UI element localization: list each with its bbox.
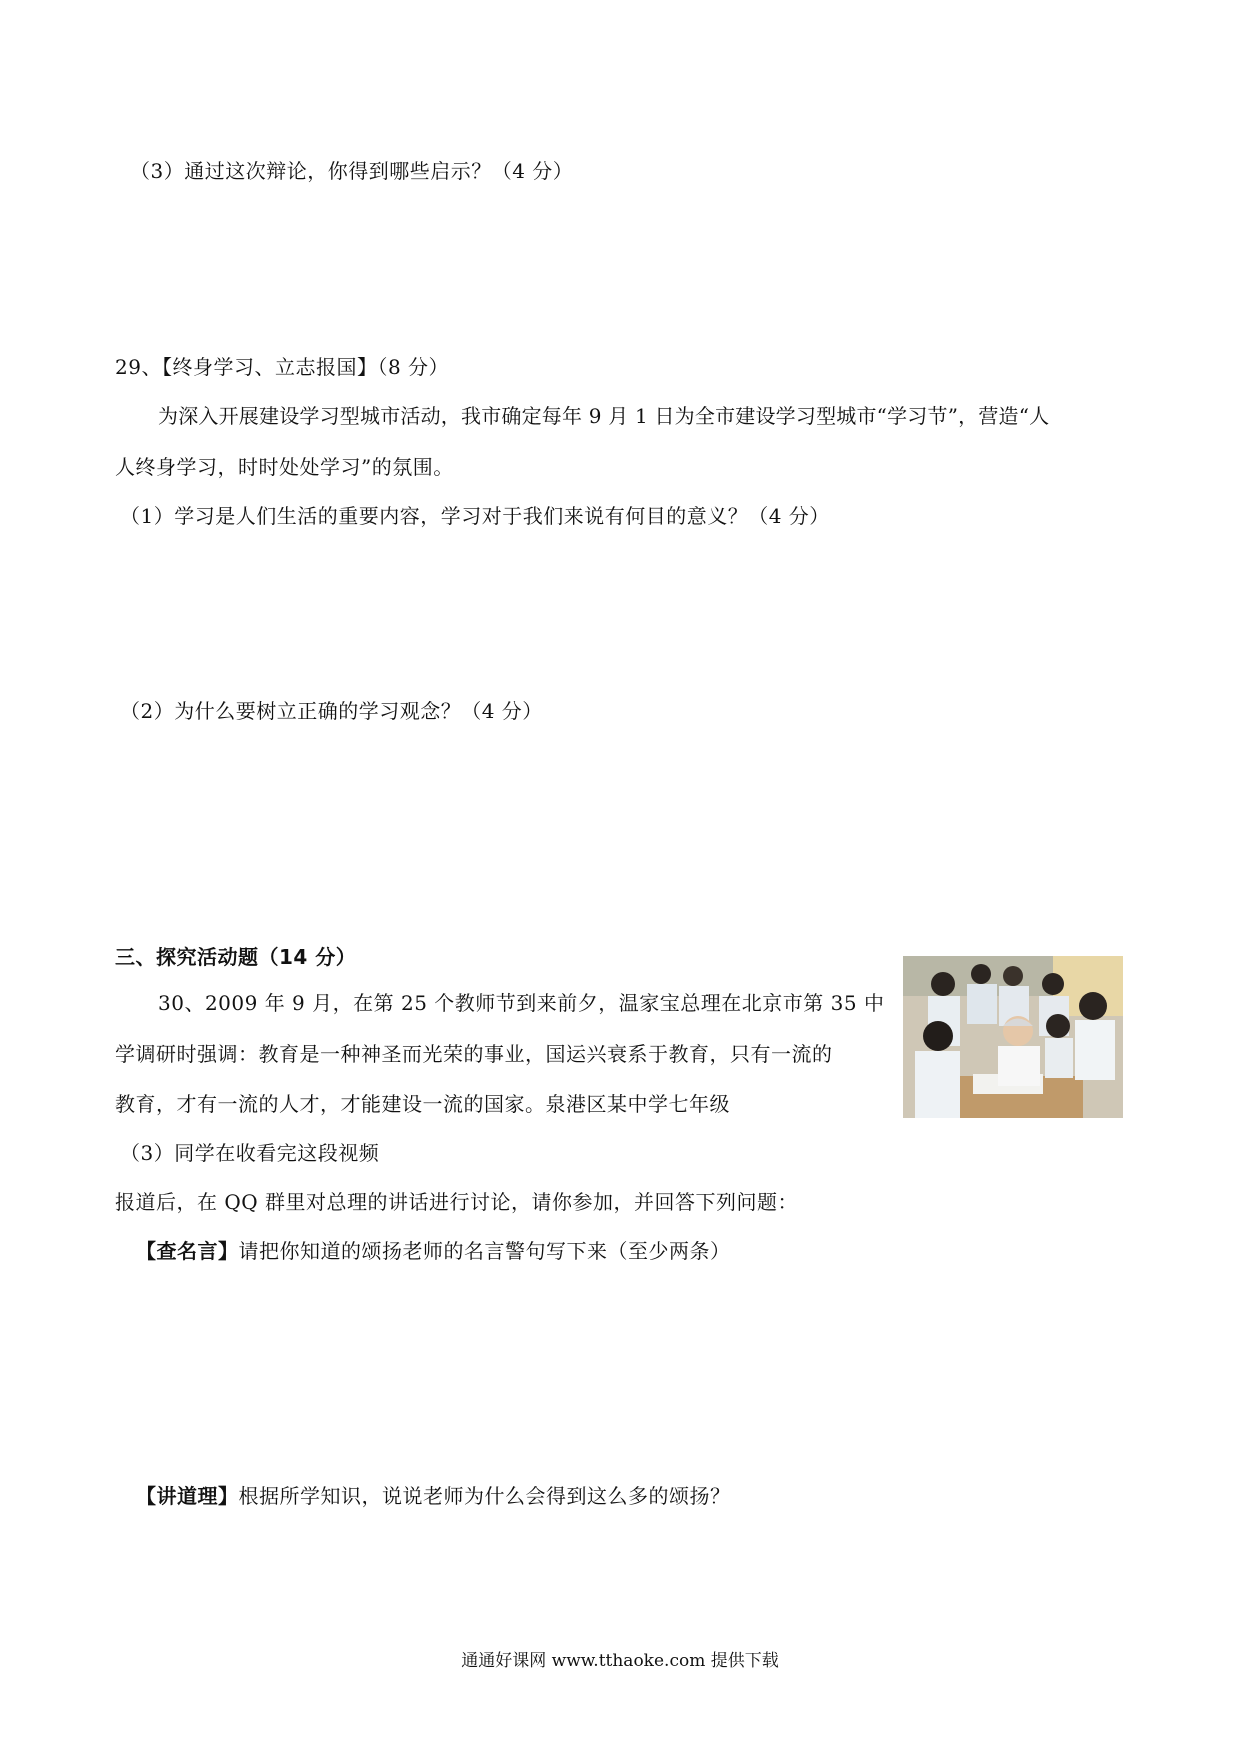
- q30-line2: 学调研时强调：教育是一种神圣而光荣的事业，国运兴衰系于教育，只有一流的: [115, 1042, 833, 1066]
- q28-sub3: （3）通过这次辩论，你得到哪些启示？（4 分）: [130, 159, 574, 183]
- q29-intro-line1: 为深入开展建设学习型城市活动，我市确定每年 9 月 1 日为全市建设学习型城市“学习节”，营造“人: [158, 404, 1050, 428]
- q29-intro-line2: 人终身学习，时时处处学习”的氛围。: [115, 455, 454, 479]
- q30-task2-text: 根据所学知识，说说老师为什么会得到这么多的颂扬？: [238, 1484, 731, 1508]
- footer-credit: 通通好课网 www.tthaoke.com 提供下载: [461, 1651, 779, 1671]
- q29-sub1: （1）学习是人们生活的重要内容，学习对于我们来说有何目的意义？（4 分）: [120, 504, 830, 528]
- q30-task2: [136, 1483, 731, 1509]
- section3-title: 三、探究活动题（14 分）: [115, 945, 357, 969]
- q30-task1-tag: 【查名言】: [136, 1239, 239, 1263]
- q30-line5: 报道后，在 QQ 群里对总理的讲话进行讨论，请你参加，并回答下列问题：: [115, 1190, 799, 1214]
- q30-line1: 30、2009 年 9 月，在第 25 个教师节到来前夕，温家宝总理在北京市第 35 中: [158, 991, 885, 1015]
- q30-task1-text: 请把你知道的颂扬老师的名言警句写下来（至少两条）: [238, 1239, 731, 1263]
- q30-line3: 教育，才有一流的人才，才能建设一流的国家。泉港区某中学七年级: [115, 1092, 730, 1116]
- q30-task2-tag: 【讲道理】: [136, 1484, 239, 1508]
- q29-title: 29、【终身学习、立志报国】（8 分）: [115, 355, 450, 379]
- classroom-photo: [903, 956, 1123, 1118]
- q30-line4: （3）同学在收看完这段视频: [120, 1141, 380, 1165]
- q29-sub2: （2）为什么要树立正确的学习观念？（4 分）: [120, 699, 543, 723]
- q30-task1: [136, 1238, 731, 1264]
